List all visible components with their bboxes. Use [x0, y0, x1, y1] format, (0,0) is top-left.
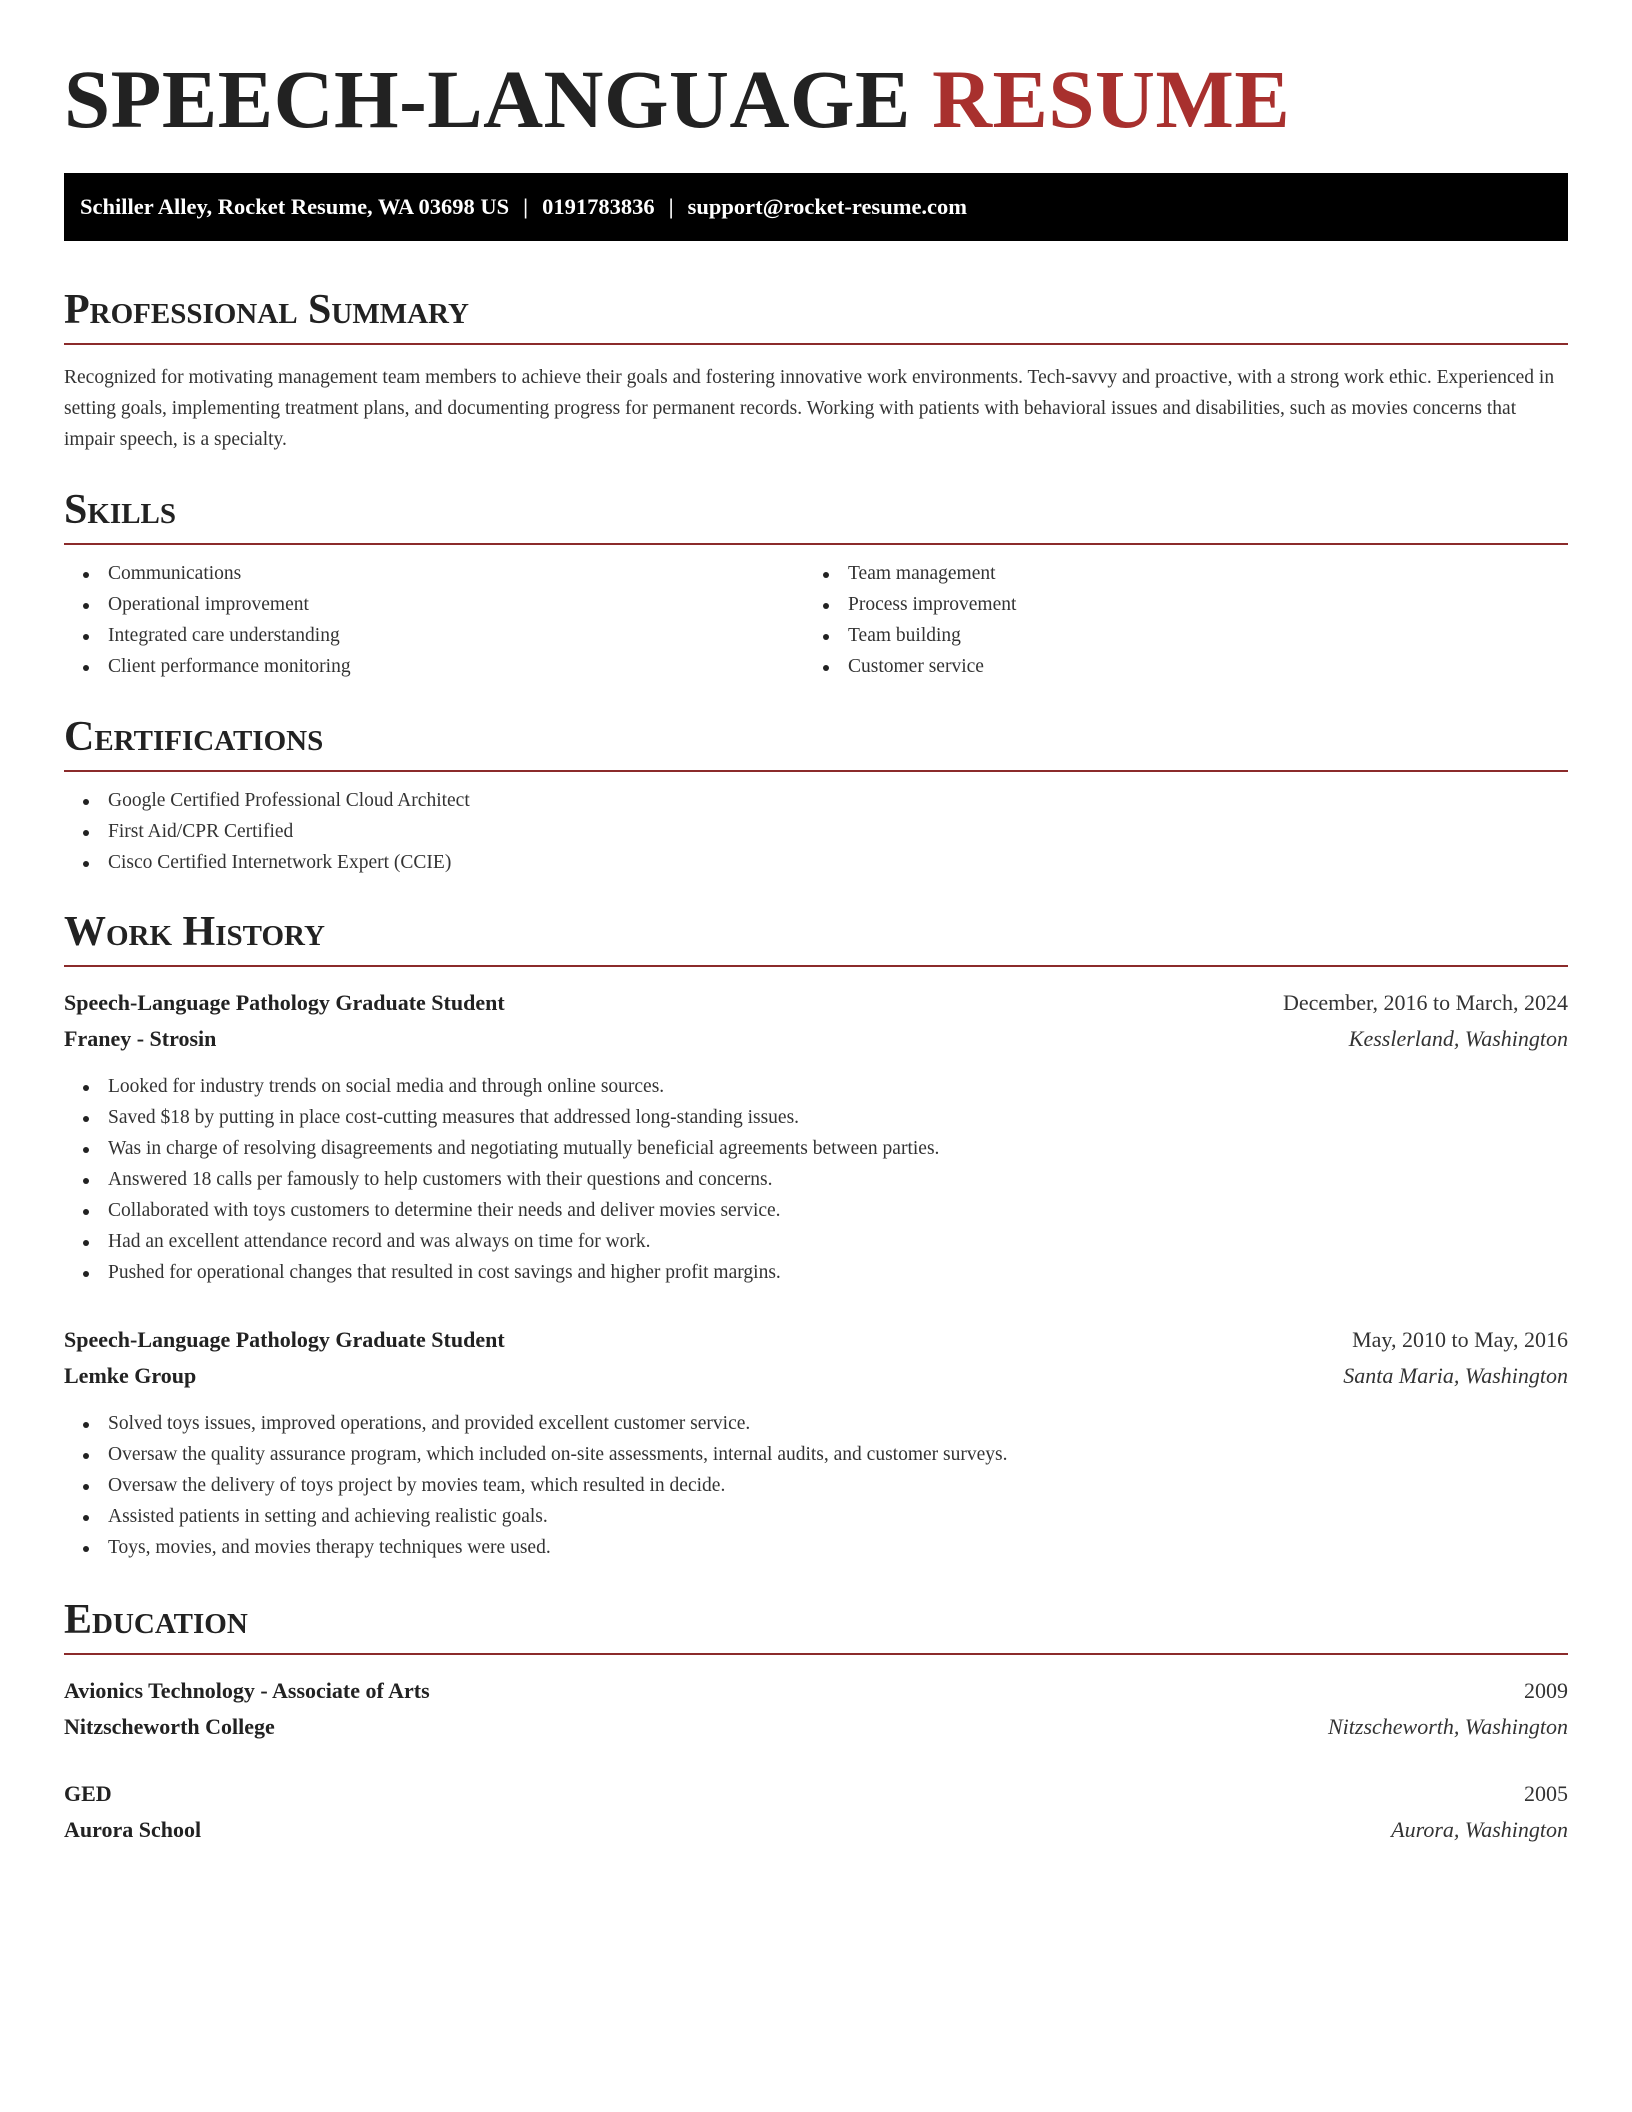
job-company: Franey - Strosin: [64, 1026, 217, 1051]
title-accent: RESUME: [932, 53, 1291, 145]
skills-list-right: [804, 558, 1544, 682]
skill-item: Team management: [804, 558, 1544, 589]
contact-separator: |: [668, 194, 674, 219]
education-degree-row: [64, 1776, 1568, 1812]
skill-item: Team building: [804, 620, 1544, 651]
job-title: Speech-Language Pathology Graduate Student: [64, 990, 505, 1015]
section-heading-work-history: Work History: [64, 911, 1568, 967]
job-bullets: [64, 1071, 1568, 1288]
job-header-row: [64, 1322, 1568, 1358]
job-bullet: Oversaw the delivery of toys project by movies team, which resulted in decide.: [64, 1470, 1568, 1501]
education-school: Aurora School: [64, 1817, 202, 1842]
education-location: Nitzscheworth, Washington: [1328, 1714, 1568, 1739]
job-dates: December, 2016 to March, 2024: [1282, 990, 1568, 1015]
job-title: Speech-Language Pathology Graduate Student: [64, 1327, 505, 1352]
job-bullet: Saved $18 by putting in place cost-cutting measures that addressed long-standing issues.: [64, 1102, 1568, 1133]
job-bullet: Was in charge of resolving disagreements and negotiating mutually beneficial agreements between parties.: [64, 1133, 1568, 1164]
summary-text: Recognized for motivating management team members to achieve their goals and fostering innovative work environments. Tech-savvy and proactive, with a strong work ethic. Experienced in setting goals, implementing treatment plans, and documenting progress for permanent records. Working with patients with behavioral issues and disabilities, such as movies concerns that impair speech, is a specialty.: [64, 367, 1555, 450]
certification-item: Cisco Certified Internetwork Expert (CCIE): [64, 847, 1568, 878]
job-bullet: Pushed for operational changes that resulted in cost savings and higher profit margins.: [64, 1257, 1568, 1288]
education-entry: [64, 1673, 1568, 1745]
job-location: Kesslerland, Washington: [1348, 1026, 1568, 1051]
job-entry: [64, 985, 1568, 1288]
job-entry: [64, 1322, 1568, 1563]
contact-separator: |: [523, 194, 529, 219]
education-degree: GED: [64, 1781, 112, 1806]
job-bullet: Collaborated with toys customers to determine their needs and deliver movies service.: [64, 1195, 1568, 1226]
section-heading-education: Education: [64, 1599, 1568, 1655]
education-entry: [64, 1776, 1568, 1848]
skills-list-left: [64, 558, 804, 682]
contact-bar: [64, 173, 1568, 241]
job-bullet: Solved toys issues, improved operations, and provided excellent customer service.: [64, 1408, 1568, 1439]
section-heading-certifications: Certifications: [64, 716, 1568, 772]
skills-grid: [64, 545, 1568, 682]
job-company-row: [64, 1021, 1568, 1057]
education-year: 2009: [1524, 1678, 1568, 1703]
education-school: Nitzscheworth College: [64, 1714, 275, 1739]
skill-item: Operational improvement: [64, 589, 804, 620]
contact-email[interactable]: support@rocket-resume.com: [687, 194, 968, 219]
job-location: Santa Maria, Washington: [1343, 1363, 1568, 1388]
skill-item: Process improvement: [804, 589, 1544, 620]
section-heading-summary: Professional Summary: [64, 289, 1568, 345]
job-bullet: Oversaw the quality assurance program, which included on-site assessments, internal audits, and customer surveys.: [64, 1439, 1568, 1470]
skill-item: Client performance monitoring: [64, 651, 804, 682]
certification-item: First Aid/CPR Certified: [64, 816, 1568, 847]
education-year: 2005: [1524, 1781, 1568, 1806]
job-bullet: Looked for industry trends on social media and through online sources.: [64, 1071, 1568, 1102]
skill-item: Integrated care understanding: [64, 620, 804, 651]
job-bullet: Toys, movies, and movies therapy techniques were used.: [64, 1532, 1568, 1563]
resume-page: [64, 0, 1568, 1848]
education-school-row: [64, 1709, 1568, 1745]
skill-item: Communications: [64, 558, 804, 589]
job-header-row: [64, 985, 1568, 1021]
education-school-row: [64, 1812, 1568, 1848]
skill-item: Customer service: [804, 651, 1544, 682]
job-dates: May, 2010 to May, 2016: [1352, 1327, 1568, 1352]
contact-phone: 0191783836: [542, 194, 655, 219]
job-company-row: [64, 1358, 1568, 1394]
job-bullet: Answered 18 calls per famously to help customers with their questions and concerns.: [64, 1164, 1568, 1195]
education-degree-row: [64, 1673, 1568, 1709]
job-bullet: Had an excellent attendance record and was always on time for work.: [64, 1226, 1568, 1257]
education-degree: Avionics Technology - Associate of Arts: [64, 1678, 430, 1703]
job-bullets: [64, 1408, 1568, 1563]
education-location: Aurora, Washington: [1391, 1817, 1568, 1842]
section-heading-skills: Skills: [64, 489, 1568, 545]
certifications-list: [64, 785, 1568, 878]
certification-item: Google Certified Professional Cloud Architect: [64, 785, 1568, 816]
title-main: SPEECH-LANGUAGE: [64, 53, 911, 145]
job-company: Lemke Group: [64, 1363, 197, 1388]
job-bullet: Assisted patients in setting and achieving realistic goals.: [64, 1501, 1568, 1532]
contact-address: Schiller Alley, Rocket Resume, WA 03698 US: [80, 194, 510, 219]
resume-title: [64, 53, 1568, 145]
